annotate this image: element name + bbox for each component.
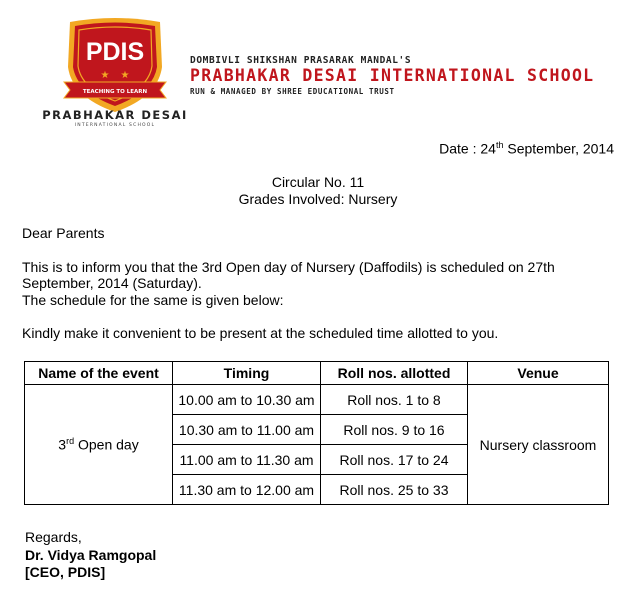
grades-involved: Grades Involved: Nursery <box>238 191 398 207</box>
event-cell <box>25 385 173 505</box>
timing-cell: 10.30 am to 11.00 am <box>173 415 321 445</box>
timing-cell: 11.00 am to 11.30 am <box>173 445 321 475</box>
school-name: PRABHAKAR DESAI INTERNATIONAL SCHOOL <box>190 66 595 85</box>
date-rest: September, 2014 <box>503 140 614 157</box>
rolls-cell: Roll nos. 9 to 16 <box>321 415 468 445</box>
event-name: Open day <box>74 436 139 453</box>
logo-subname: INTERNATIONAL SCHOOL <box>74 123 156 128</box>
circular-number: Circular No. 11 <box>271 174 365 190</box>
header-rolls: Roll nos. allotted <box>321 362 468 385</box>
event-number: 3 <box>58 436 67 453</box>
date-prefix: Date : 24 <box>439 140 496 157</box>
intro-line-2: September, 2014 (Saturday). <box>22 275 202 291</box>
date-suffix: th <box>495 140 504 150</box>
regards: Regards, <box>25 529 82 545</box>
event-ordinal: rd <box>66 436 75 447</box>
table-row <box>25 385 609 415</box>
signer-role: [CEO, PDIS] <box>25 564 106 580</box>
logo-initials: PDIS <box>85 38 145 66</box>
venue-cell: Nursery classroom <box>468 385 609 505</box>
intro-line-1: This is to inform you that the 3rd Open day of Nursery (Daffodils) is scheduled on 27th <box>22 259 555 275</box>
signer-name: Dr. Vidya Ramgopal <box>25 547 157 563</box>
trust-name: DOMBIVLI SHIKSHAN PRASARAK MANDAL'S <box>190 55 412 66</box>
greeting: Dear Parents <box>22 225 105 241</box>
star-icon: ★ <box>120 70 130 81</box>
timing-cell: 10.00 am to 10.30 am <box>173 385 321 415</box>
logo-name: PRABHAKAR DESAI <box>42 108 188 122</box>
header-venue: Venue <box>468 362 609 385</box>
rolls-cell: Roll nos. 1 to 8 <box>321 385 468 415</box>
intro-paragraph <box>22 259 617 291</box>
rolls-cell: Roll nos. 17 to 24 <box>321 445 468 475</box>
logo-caption <box>30 108 200 128</box>
schedule-intro: The schedule for the same is given below: <box>22 292 284 308</box>
star-icon: ★ <box>100 70 110 81</box>
timing-cell: 11.30 am to 12.00 am <box>173 475 321 505</box>
header-event: Name of the event <box>25 362 173 385</box>
header-timing: Timing <box>173 362 321 385</box>
logo-ribbon-text: TEACHING TO LEARN <box>82 89 148 95</box>
circular-date <box>439 140 614 157</box>
managed-by: RUN & MANAGED BY SHREE EDUCATIONAL TRUST <box>190 87 395 96</box>
table-header-row <box>25 362 609 385</box>
schedule-table <box>24 361 609 505</box>
rolls-cell: Roll nos. 25 to 33 <box>321 475 468 505</box>
request-paragraph: Kindly make it convenient to be present at the scheduled time allotted to you. <box>22 325 499 341</box>
